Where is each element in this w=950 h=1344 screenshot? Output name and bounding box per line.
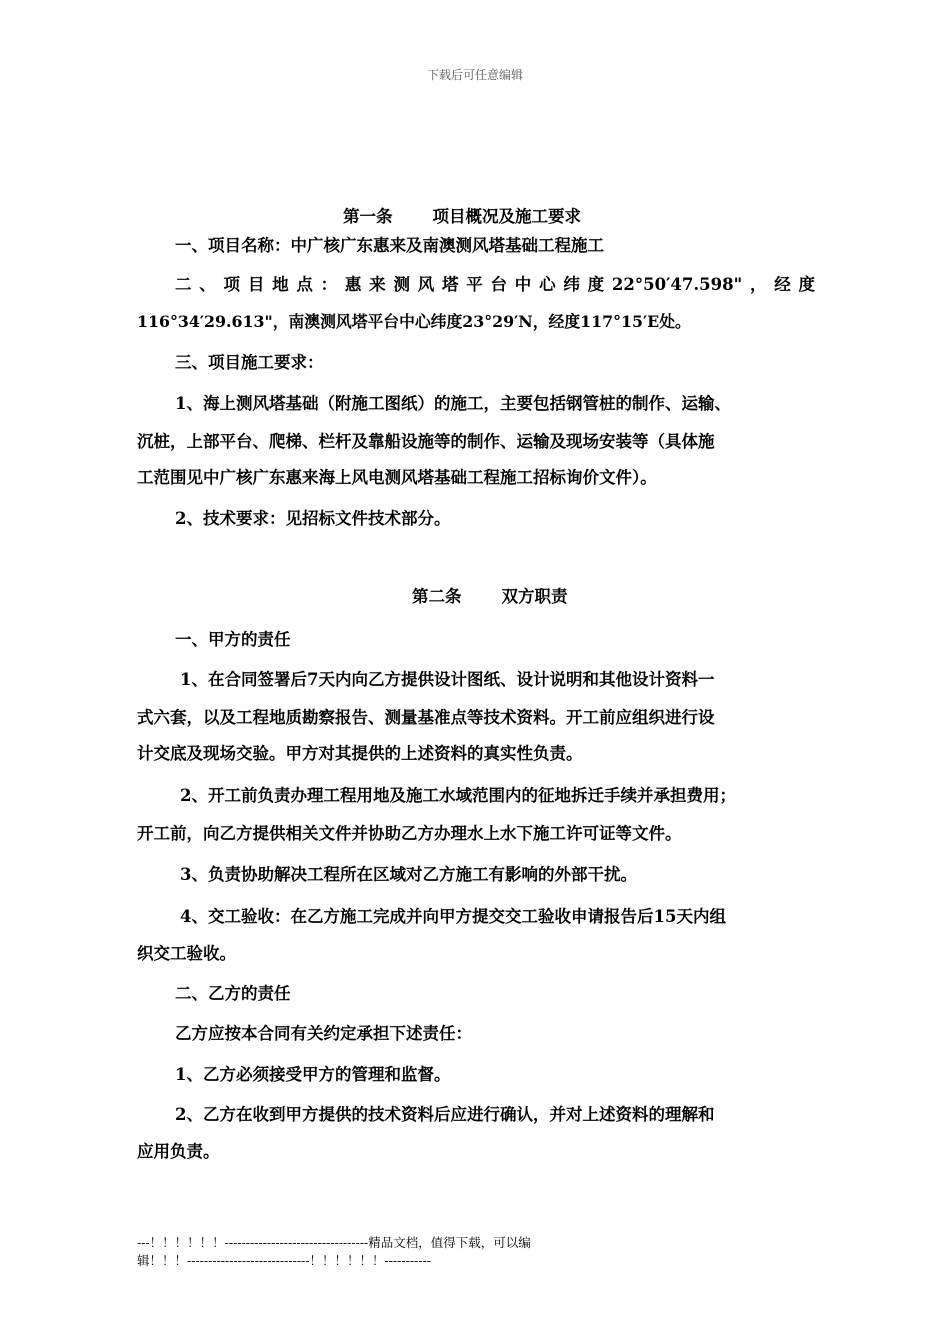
party-b-item1: 1、乙方必须接受甲方的管理和监督。 — [175, 1065, 451, 1084]
project-name: 一、项目名称：中广核广东惠来及南澳测风塔基础工程施工 — [175, 236, 604, 255]
party-a-item2-line2: 开工前，向乙方提供相关文件并协助乙方办理水上水下施工许可证等文件。 — [137, 824, 682, 843]
party-a-item4-line1: 4、交工验收：在乙方施工完成并向甲方提交交工验收申请报告后15天内组 — [180, 907, 726, 926]
article1-title: 项目概况及施工要求 — [432, 207, 581, 226]
party-a-item1-line1: 1、在合同签署后7天内向乙方提供设计图纸、设计说明和其他设计资料一 — [180, 670, 715, 689]
party-a-item1-line3: 计交底及现场交验。甲方对其提供的上述资料的真实性负责。 — [137, 744, 583, 763]
requirement-1-line3: 工范围见中广核广东惠来海上风电测风塔基础工程施工招标询价文件）。 — [137, 468, 657, 487]
party-a-item3: 3、负责协助解决工程所在区域对乙方施工有影响的外部干扰。 — [180, 865, 637, 884]
header-note: 下载后可任意编辑 — [426, 68, 523, 82]
requirement-2: 2、技术要求：见招标文件技术部分。 — [175, 509, 451, 528]
party-a-item4-line2: 织交工验收。 — [137, 944, 236, 963]
party-a-item2-line1: 2、开工前负责办理工程用地及施工水域范围内的征地拆迁手续并承担费用； — [180, 786, 736, 805]
article1-number: 第一条 — [343, 207, 393, 226]
requirement-1-line1: 1、海上测风塔基础（附施工图纸）的施工，主要包括钢管桩的制作、运输、 — [175, 394, 731, 413]
party-b-item2-line1: 2、乙方在收到甲方提供的技术资料后应进行确认，并对上述资料的理解和 — [175, 1105, 715, 1124]
party-b-title: 二、乙方的责任 — [175, 984, 291, 1003]
project-location-line2: 116°34′29.613"，南澳测风塔平台中心纬度23°29′N，经度117°15′E处。 — [137, 312, 691, 331]
party-a-title: 一、甲方的责任 — [175, 630, 291, 649]
requirement-1-line2: 沉桩，上部平台、爬梯、栏杆及靠船设施等的制作、运输及现场安装等（具体施 — [137, 432, 715, 451]
requirements-title: 三、项目施工要求： — [175, 353, 324, 372]
article2-number: 第二条 — [412, 587, 462, 606]
party-b-item2-line2: 应用负责。 — [137, 1142, 220, 1161]
article1-heading — [343, 203, 581, 227]
article2-title: 双方职责 — [501, 587, 568, 606]
footer-line2: 辑！！！-----------------------------！！！！！！----------- — [137, 1253, 431, 1268]
party-a-item1-line2: 式六套，以及工程地质勘察报告、测量基准点等技术资料。开工前应组织进行设 — [137, 708, 715, 727]
project-location-line1: 二、项目地点：惠来测风塔平台中心纬度22°50′47.598"，经度 — [175, 275, 815, 294]
article2-heading — [412, 583, 568, 607]
party-b-intro: 乙方应按本合同有关约定承担下述责任： — [175, 1024, 472, 1043]
footer-line1: ---！！！！！！----------------------------------精品文档，值得下载，可以编 — [137, 1235, 531, 1250]
